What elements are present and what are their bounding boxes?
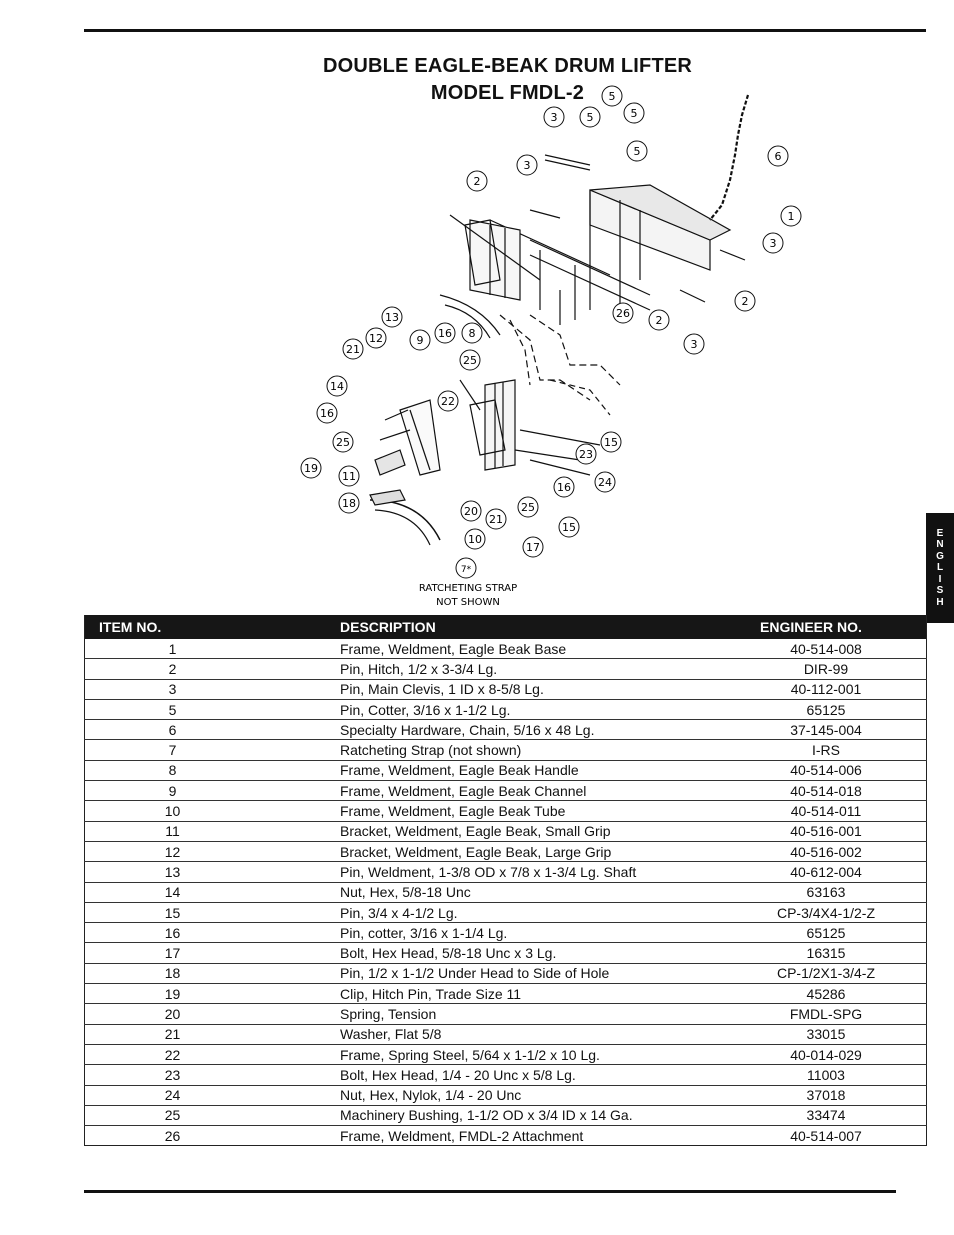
diagram-callouts (301, 86, 801, 608)
svg-text:3: 3 (690, 338, 698, 351)
svg-text:8: 8 (468, 327, 476, 340)
table-row (85, 801, 927, 821)
callout (465, 529, 485, 549)
cell-description: Machinery Bushing, 1-1/2 OD x 3/4 ID x 14 Ga. (340, 1105, 760, 1125)
cell-description: Pin, cotter, 3/16 x 1-1/4 Lg. (340, 923, 760, 943)
svg-text:3: 3 (769, 237, 777, 250)
callout (684, 334, 704, 354)
tab-letter: E (936, 527, 944, 539)
cell-description: Washer, Flat 5/8 (340, 1024, 760, 1044)
cell-item: 26 (85, 1126, 341, 1146)
cell-description: Specialty Hardware, Chain, 5/16 x 48 Lg. (340, 720, 760, 740)
svg-text:15: 15 (604, 436, 618, 449)
callout (317, 403, 337, 423)
cell-item: 12 (85, 841, 341, 861)
cell-description: Frame, Weldment, Eagle Beak Handle (340, 760, 760, 780)
cell-description: Frame, Weldment, Eagle Beak Tube (340, 801, 760, 821)
cell-item: 23 (85, 1065, 341, 1085)
svg-text:17: 17 (526, 541, 540, 554)
cell-description: Clip, Hitch Pin, Trade Size 11 (340, 984, 760, 1004)
callout (544, 107, 564, 127)
table-row (85, 1085, 927, 1105)
cell-description: Frame, Spring Steel, 5/64 x 1-1/2 x 10 Lg. (340, 1044, 760, 1064)
cell-engineer: 40-014-029 (760, 1044, 927, 1064)
callout (559, 517, 579, 537)
cell-item: 19 (85, 984, 341, 1004)
cell-description: Pin, Cotter, 3/16 x 1-1/2 Lg. (340, 699, 760, 719)
svg-text:9: 9 (416, 334, 424, 347)
cell-engineer: 40-516-002 (760, 841, 927, 861)
svg-text:25: 25 (521, 501, 535, 514)
cell-description: Frame, Weldment, FMDL-2 Attachment (340, 1126, 760, 1146)
cell-description: Nut, Hex, Nylok, 1/4 - 20 Unc (340, 1085, 760, 1105)
svg-text:12: 12 (369, 332, 383, 345)
table-row (85, 1126, 927, 1146)
cell-description: Pin, 1/2 x 1-1/2 Under Head to Side of Hole (340, 963, 760, 983)
table-row (85, 902, 927, 922)
cell-engineer: CP-1/2X1-3/4-Z (760, 963, 927, 983)
cell-description: Pin, Main Clevis, 1 ID x 8-5/8 Lg. (340, 679, 760, 699)
cell-description: Bolt, Hex Head, 1/4 - 20 Unc x 5/8 Lg. (340, 1065, 760, 1085)
cell-engineer: 33474 (760, 1105, 927, 1125)
svg-text:23: 23 (579, 448, 593, 461)
cell-description: Bracket, Weldment, Eagle Beak, Large Grip (340, 841, 760, 861)
callout (523, 537, 543, 557)
tab-letter: H (936, 596, 944, 608)
table-row (85, 841, 927, 861)
table-row (85, 1065, 927, 1085)
page-title: DOUBLE EAGLE-BEAK DRUM LIFTER (322, 55, 693, 77)
cell-engineer: 40-514-007 (760, 1126, 927, 1146)
cell-item: 11 (85, 821, 341, 841)
parts-table-body (85, 639, 927, 1146)
svg-text:15: 15 (562, 521, 576, 534)
cell-engineer: 40-514-008 (760, 639, 927, 659)
callout (763, 233, 783, 253)
cell-item: 25 (85, 1105, 341, 1125)
callout (595, 472, 615, 492)
tab-letter: L (936, 562, 944, 574)
cell-engineer: 37-145-004 (760, 720, 927, 740)
cell-description: Frame, Weldment, Eagle Beak Base (340, 639, 760, 659)
table-row (85, 1024, 927, 1044)
diagram-note-line2: NOT SHOWN (436, 597, 500, 608)
callout (462, 323, 482, 343)
cell-engineer: FMDL-SPG (760, 1004, 927, 1024)
callout (327, 376, 347, 396)
svg-text:3: 3 (523, 159, 531, 172)
cell-item: 3 (85, 679, 341, 699)
language-side-tab (926, 513, 954, 623)
callout (768, 146, 788, 166)
callout (486, 509, 506, 529)
callout (339, 466, 359, 486)
table-row (85, 639, 927, 659)
tab-letter: I (938, 573, 942, 585)
svg-text:3: 3 (550, 111, 558, 124)
diagram-note-line1: RATCHETING STRAP (418, 583, 518, 594)
svg-text:5: 5 (633, 145, 641, 158)
cell-engineer: 40-516-001 (760, 821, 927, 841)
cell-item: 21 (85, 1024, 341, 1044)
callout (456, 558, 476, 578)
cell-item: 10 (85, 801, 341, 821)
svg-text:24: 24 (598, 476, 612, 489)
callout (781, 206, 801, 226)
table-row (85, 923, 927, 943)
cell-item: 14 (85, 882, 341, 902)
svg-text:19: 19 (304, 462, 318, 475)
svg-text:5: 5 (608, 90, 616, 103)
cell-engineer: 40-514-018 (760, 781, 927, 801)
cell-engineer: 40-612-004 (760, 862, 927, 882)
cell-engineer: 11003 (760, 1065, 927, 1085)
table-row (85, 760, 927, 780)
svg-text:5: 5 (630, 107, 638, 120)
callout (467, 171, 487, 191)
tab-letter: G (936, 550, 944, 562)
callout (438, 391, 458, 411)
page-subtitle: MODEL FMDL-2 (430, 82, 585, 104)
cell-item: 17 (85, 943, 341, 963)
svg-text:13: 13 (385, 311, 399, 324)
callout (735, 291, 755, 311)
svg-text:2: 2 (741, 295, 749, 308)
cell-item: 15 (85, 902, 341, 922)
svg-text:16: 16 (320, 407, 334, 420)
diagram-svg (290, 80, 810, 615)
tab-letter: N (936, 539, 944, 551)
cell-item: 5 (85, 699, 341, 719)
cell-description: Nut, Hex, 5/8-18 Unc (340, 882, 760, 902)
cell-engineer: CP-3/4X4-1/2-Z (760, 902, 927, 922)
cell-item: 1 (85, 639, 341, 659)
table-row (85, 679, 927, 699)
svg-text:16: 16 (557, 481, 571, 494)
callout (339, 493, 359, 513)
cell-description: Bracket, Weldment, Eagle Beak, Small Grip (340, 821, 760, 841)
cell-engineer: 40-514-011 (760, 801, 927, 821)
cell-description: Ratcheting Strap (not shown) (340, 740, 760, 760)
parts-table (84, 615, 927, 1146)
svg-text:25: 25 (336, 436, 350, 449)
callout (627, 141, 647, 161)
cell-engineer: 65125 (760, 699, 927, 719)
svg-text:1: 1 (787, 210, 795, 223)
cell-engineer: 40-514-006 (760, 760, 927, 780)
svg-text:18: 18 (342, 497, 356, 510)
header-item-no: ITEM NO. (99, 619, 162, 635)
table-row (85, 1004, 927, 1024)
cell-engineer: 45286 (760, 984, 927, 1004)
svg-text:6: 6 (774, 150, 782, 163)
cell-engineer: 33015 (760, 1024, 927, 1044)
cell-engineer: 63163 (760, 882, 927, 902)
table-row (85, 781, 927, 801)
callout (580, 107, 600, 127)
cell-item: 22 (85, 1044, 341, 1064)
parts-table-header (85, 615, 927, 639)
cell-description: Bolt, Hex Head, 5/8-18 Unc x 3 Lg. (340, 943, 760, 963)
cell-item: 9 (85, 781, 341, 801)
svg-text:14: 14 (330, 380, 344, 393)
callout (613, 303, 633, 323)
callout (410, 330, 430, 350)
cell-item: 16 (85, 923, 341, 943)
header-engineer-no: ENGINEER NO. (760, 619, 862, 635)
callout (333, 432, 353, 452)
table-row (85, 699, 927, 719)
cell-description: Frame, Weldment, Eagle Beak Channel (340, 781, 760, 801)
table-row (85, 740, 927, 760)
cell-description: Pin, 3/4 x 4-1/2 Lg. (340, 902, 760, 922)
svg-text:21: 21 (346, 343, 360, 356)
cell-item: 20 (85, 1004, 341, 1024)
cell-engineer: 40-112-001 (760, 679, 927, 699)
table-row (85, 862, 927, 882)
callout (461, 501, 481, 521)
cell-item: 8 (85, 760, 341, 780)
table-row (85, 720, 927, 740)
table-row (85, 943, 927, 963)
table-row (85, 821, 927, 841)
table-row (85, 1105, 927, 1125)
diagram-drawing (370, 95, 748, 545)
cell-engineer: 37018 (760, 1085, 927, 1105)
callout (576, 444, 596, 464)
svg-text:10: 10 (468, 533, 482, 546)
tab-letter: S (936, 585, 944, 597)
callout (460, 350, 480, 370)
header-row (85, 615, 927, 639)
cell-engineer: 65125 (760, 923, 927, 943)
cell-engineer: DIR-99 (760, 659, 927, 679)
table-row (85, 963, 927, 983)
svg-text:22: 22 (441, 395, 455, 408)
callout (518, 497, 538, 517)
table-row (85, 659, 927, 679)
cell-item: 7 (85, 740, 341, 760)
callout (649, 310, 669, 330)
callout (366, 328, 386, 348)
callout (602, 86, 622, 106)
svg-text:26: 26 (616, 307, 630, 320)
svg-text:7*: 7* (460, 565, 472, 575)
callout (601, 432, 621, 452)
top-rule (84, 29, 926, 32)
callout (624, 103, 644, 123)
callout (554, 477, 574, 497)
svg-text:2: 2 (655, 314, 663, 327)
table-row (85, 1044, 927, 1064)
cell-description: Spring, Tension (340, 1004, 760, 1024)
callout (382, 307, 402, 327)
callout (301, 458, 321, 478)
cell-item: 24 (85, 1085, 341, 1105)
header-description: DESCRIPTION (340, 619, 436, 635)
exploded-parts-diagram (290, 80, 810, 615)
cell-item: 13 (85, 862, 341, 882)
cell-item: 2 (85, 659, 341, 679)
svg-text:16: 16 (438, 327, 452, 340)
callout (343, 339, 363, 359)
callout (517, 155, 537, 175)
table-row (85, 882, 927, 902)
bottom-rule (84, 1190, 896, 1193)
cell-engineer: I-RS (760, 740, 927, 760)
callout (435, 323, 455, 343)
table-row (85, 984, 927, 1004)
svg-text:20: 20 (464, 505, 478, 518)
svg-text:11: 11 (342, 470, 356, 483)
svg-text:2: 2 (473, 175, 481, 188)
cell-engineer: 16315 (760, 943, 927, 963)
cell-item: 6 (85, 720, 341, 740)
cell-description: Pin, Hitch, 1/2 x 3-3/4 Lg. (340, 659, 760, 679)
cell-item: 18 (85, 963, 341, 983)
svg-text:25: 25 (463, 354, 477, 367)
svg-text:5: 5 (586, 111, 594, 124)
svg-text:21: 21 (489, 513, 503, 526)
cell-description: Pin, Weldment, 1-3/8 OD x 7/8 x 1-3/4 Lg. Shaft (340, 862, 760, 882)
